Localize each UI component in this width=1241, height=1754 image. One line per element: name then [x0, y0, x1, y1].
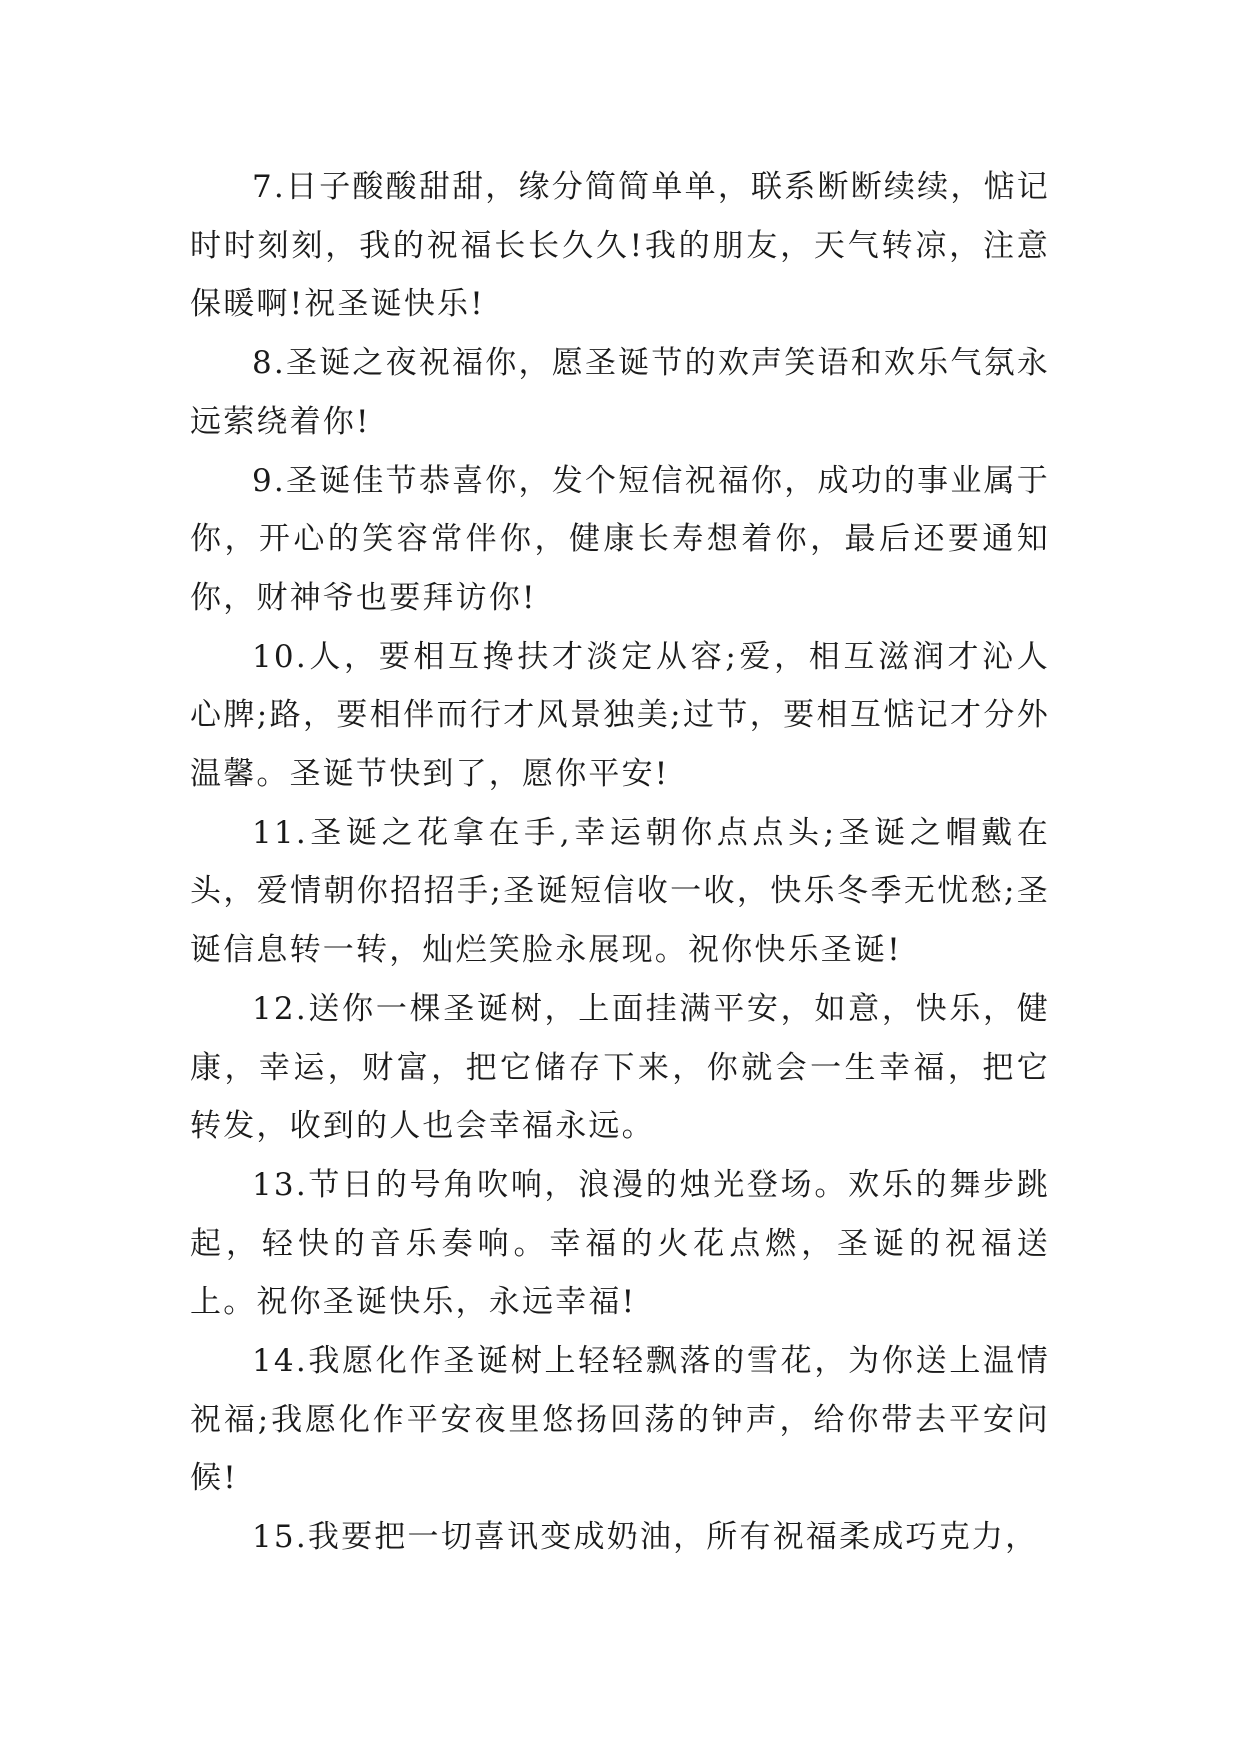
paragraph-14: 14.我愿化作圣诞树上轻轻飘落的雪花，为你送上温情祝福;我愿化作平安夜里悠扬回荡的钟声，给你带去平安问候!: [190, 1343, 1050, 1497]
paragraph-10: 10.人，要相互搀扶才淡定从容;爱，相互滋润才沁人心脾;路，要相伴而行才风景独美;过节，要相互惦记才分外温馨。圣诞节快到了，愿你平安!: [190, 638, 1050, 793]
paragraph-15: 15.我要把一切喜讯变成奶油，所有祝福柔成巧克力，: [252, 1519, 1039, 1556]
paragraph-12: 12.送你一棵圣诞树，上面挂满平安，如意，快乐，健康，幸运，财富，把它储存下来，你就会一生幸福，把它转发，收到的人也会幸福永远。: [190, 990, 1050, 1145]
paragraph-7: 7.日子酸酸甜甜，缘分简简单单，联系断断续续，惦记时时刻刻，我的祝福长长久久!我的朋友，天气转凉，注意保暖啊!祝圣诞快乐!: [190, 169, 1050, 323]
paragraph-13: 13.节日的号角吹响，浪漫的烛光登场。欢乐的舞步跳起，轻快的音乐奏响。幸福的火花点燃，圣诞的祝福送上。祝你圣诞快乐，永远幸福!: [190, 1166, 1050, 1321]
paragraph-9: 9.圣诞佳节恭喜你，发个短信祝福你，成功的事业属于你，开心的笑容常伴你，健康长寿想着你，最后还要通知你，财神爷也要拜访你!: [190, 462, 1050, 616]
paragraph-11: 11.圣诞之花拿在手,幸运朝你点点头;圣诞之帽戴在头，爱情朝你招招手;圣诞短信收一收，快乐冬季无忧愁;圣诞信息转一转，灿烂笑脸永展现。祝你快乐圣诞!: [190, 814, 1050, 969]
paragraph-8: 8.圣诞之夜祝福你，愿圣诞节的欢声笑语和欢乐气氛永远萦绕着你!: [190, 345, 1050, 440]
document-page: [190, 158, 1050, 1567]
